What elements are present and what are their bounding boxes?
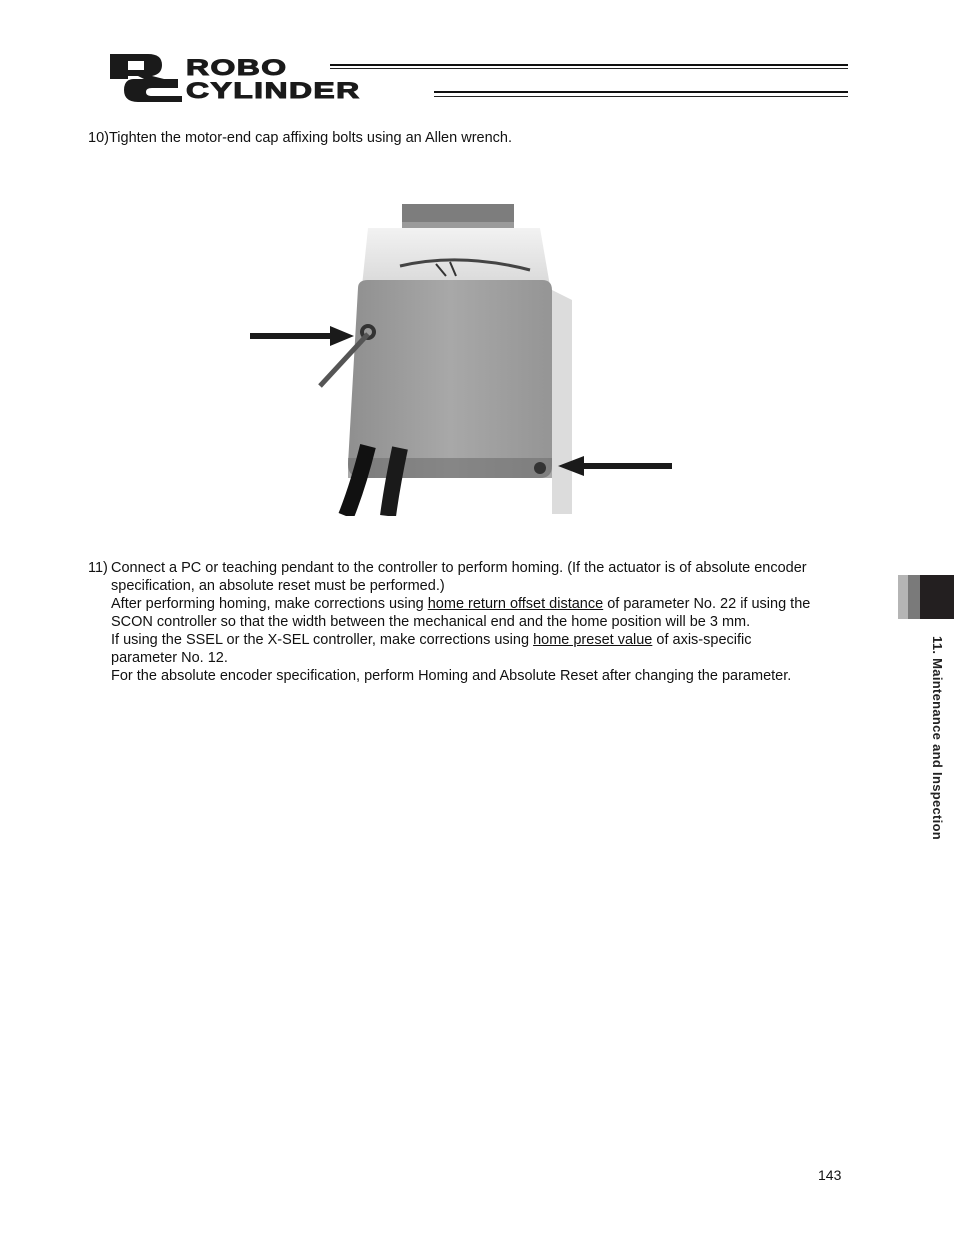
step-11-line-2: specification, an absolute reset must be performed.) <box>111 578 445 594</box>
chapter-tab-dark <box>920 575 954 619</box>
chapter-tab-light <box>898 575 908 619</box>
step-11-line-1: Connect a PC or teaching pendant to the controller to perform homing. (If the actuator is of absolute encoder <box>111 560 807 576</box>
home-preset-value-term: home preset value <box>533 632 653 648</box>
header-rule-top-thin <box>330 68 848 69</box>
header-rule-bottom-thin <box>434 96 848 97</box>
step-11-line-5-pre: If using the SSEL or the X-SEL controller, make corrections using <box>111 632 534 648</box>
step-11-number: 11) <box>88 560 108 576</box>
chapter-tab-mid <box>908 575 920 619</box>
step-11-line-6: parameter No. 12. <box>111 650 228 666</box>
step-11-line-3-pre: After performing homing, make corrections using <box>111 596 428 612</box>
step-11-line-5-post: of axis-specific <box>652 632 752 648</box>
step-11-line-3 <box>111 595 878 613</box>
step-10-number: 10) <box>88 130 109 146</box>
logo-text-robo: ROBO <box>186 55 288 80</box>
step-10 <box>88 129 868 147</box>
rc-logo-mark <box>108 52 184 104</box>
header-rule-top <box>330 64 848 66</box>
step-11 <box>88 559 878 685</box>
home-return-offset-distance-term: home return offset distance <box>427 596 604 612</box>
step-10-text: Tighten the motor-end cap affixing bolts using an Allen wrench. <box>108 130 512 146</box>
step-11-line-5 <box>111 631 878 649</box>
header-rule-bottom <box>434 91 848 93</box>
step-11-line-3-post: of parameter No. 22 if using the <box>603 596 811 612</box>
step-11-line-4: SCON controller so that the width between the mechanical end and the home position will be 3 mm. <box>111 614 751 630</box>
logo-text-cylinder: CYLINDER <box>186 78 361 103</box>
page-number: 143 <box>818 1167 842 1183</box>
chapter-side-label: 11. Maintenance and Inspection <box>930 636 945 841</box>
step-11-line-7: For the absolute encoder specification, perform Homing and Absolute Reset after changing the parameter. <box>111 668 792 684</box>
actuator-motor-end-photo <box>250 196 674 516</box>
robo-cylinder-logo <box>108 52 428 104</box>
